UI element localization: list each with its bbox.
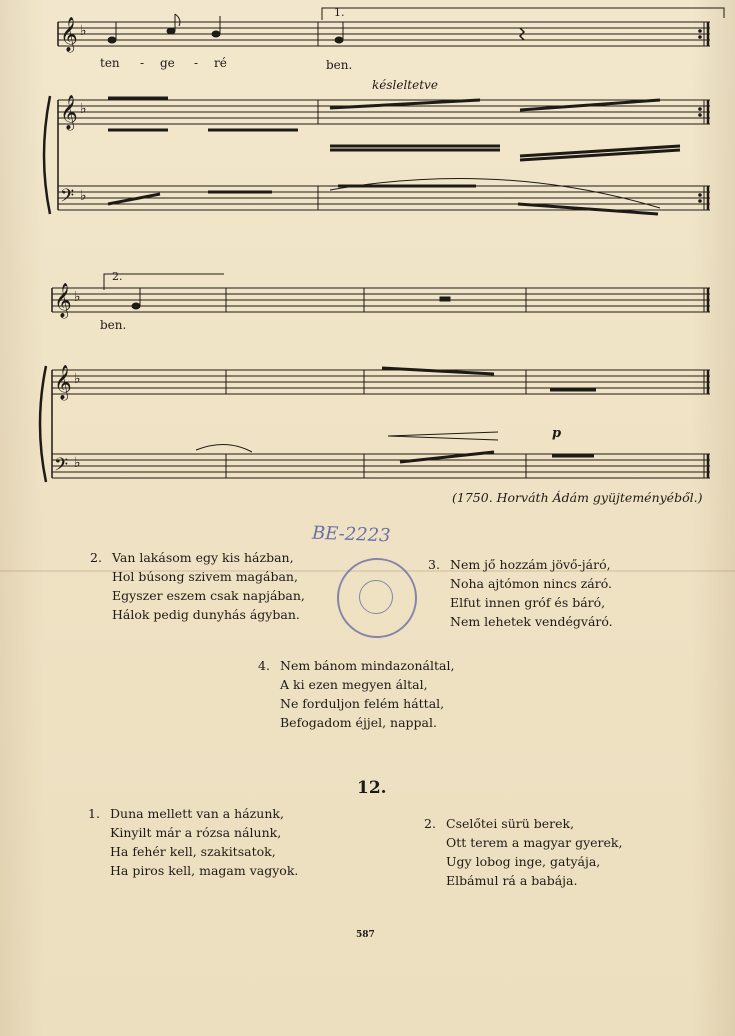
tempo-marking: késleltetve [372, 78, 438, 92]
verse-line: Ne forduljon felém háttal, [280, 696, 445, 711]
verse-line: Cselőtei sürü berek, [446, 816, 575, 831]
verse-line: Nem bánom mindazonáltal, [280, 658, 455, 673]
verse-line: Ha fehér kell, szakitsatok, [110, 844, 276, 859]
lyric-hyphen: - [140, 56, 145, 70]
treble-clef-icon: 𝄞 [60, 17, 78, 52]
verse-block [424, 814, 622, 890]
song-number: 12. [357, 778, 387, 798]
lyric-syllable: ge [160, 56, 175, 70]
svg-text:♭: ♭ [80, 101, 87, 117]
verse-line: Nem jő hozzám jövő-járó, [450, 557, 611, 572]
voice-staff-2 [52, 274, 710, 312]
lyric-syllable: ré [214, 56, 227, 70]
handwritten-shelfmark: BE-2223 [311, 522, 391, 547]
verse-number: 1. [88, 806, 100, 821]
piano-bass-staff-2 [40, 366, 710, 482]
verse-line: Ugy lobog inge, gatyája, [446, 854, 601, 869]
svg-text:𝄞: 𝄞 [54, 365, 72, 400]
verse-line: Van lakásom egy kis házban, [112, 550, 294, 565]
verse-line: Duna mellett van a házunk, [110, 806, 284, 821]
verse-line: A ki ezen megyen által, [280, 677, 428, 692]
verse-line: Nem lehetek vendégváró. [450, 614, 613, 629]
svg-text:♭: ♭ [80, 23, 87, 39]
verse-line: Elfut innen gróf és báró, [450, 595, 606, 610]
svg-text:♭: ♭ [74, 455, 81, 471]
dynamic-marking: p [552, 426, 562, 441]
svg-text:𝄢: 𝄢 [54, 455, 69, 480]
svg-text:𝄞: 𝄞 [54, 283, 72, 318]
verse-line: Hol búsong szivem magában, [112, 569, 298, 584]
lyric-syllable: ten [100, 56, 120, 70]
verse-line: Befogadom éjjel, nappal. [280, 715, 437, 730]
lyric-syllable: ben. [100, 318, 127, 332]
library-stamp [337, 558, 417, 638]
svg-text:♭: ♭ [74, 289, 81, 305]
voice-staff-1 [58, 8, 724, 46]
lyric-hyphen: - [194, 56, 199, 70]
verse-line: Egyszer eszem csak napjában, [112, 588, 305, 603]
verse-line: Noha ajtómon nincs záró. [450, 576, 612, 591]
lyric-syllable: ben. [326, 58, 353, 72]
verse-block [428, 555, 613, 631]
verse-number: 3. [428, 557, 440, 572]
source-credit: (1750. Horváth Ádám gyüjteményéből.) [452, 490, 703, 505]
piano-treble-staff-1 [58, 98, 710, 160]
svg-text:♭: ♭ [74, 371, 81, 387]
verse-block [258, 656, 454, 732]
verse-number: 2. [424, 816, 436, 831]
bass-clef-icon: 𝄢 [60, 186, 75, 211]
verse-line: Ha piros kell, magam vagyok. [110, 863, 299, 878]
volta-number: 2. [112, 270, 123, 283]
verse-line: Kinyilt már a rózsa nálunk, [110, 825, 282, 840]
treble-clef-icon: 𝄞 [60, 95, 78, 130]
page-number: 587 [356, 930, 375, 940]
verse-line: Hálok pedig dunyhás ágyban. [112, 607, 300, 622]
verse-line: Elbámul rá a babája. [446, 873, 578, 888]
stamp-emblem-icon [359, 580, 393, 614]
verse-block [90, 548, 305, 624]
svg-text:♭: ♭ [80, 188, 87, 204]
volta-number: 1. [334, 6, 345, 19]
verse-number: 4. [258, 658, 270, 673]
verse-line: Ott terem a magyar gyerek, [446, 835, 623, 850]
verse-block [88, 804, 298, 880]
verse-number: 2. [90, 550, 102, 565]
piano-treble-staff-2 [52, 368, 710, 440]
